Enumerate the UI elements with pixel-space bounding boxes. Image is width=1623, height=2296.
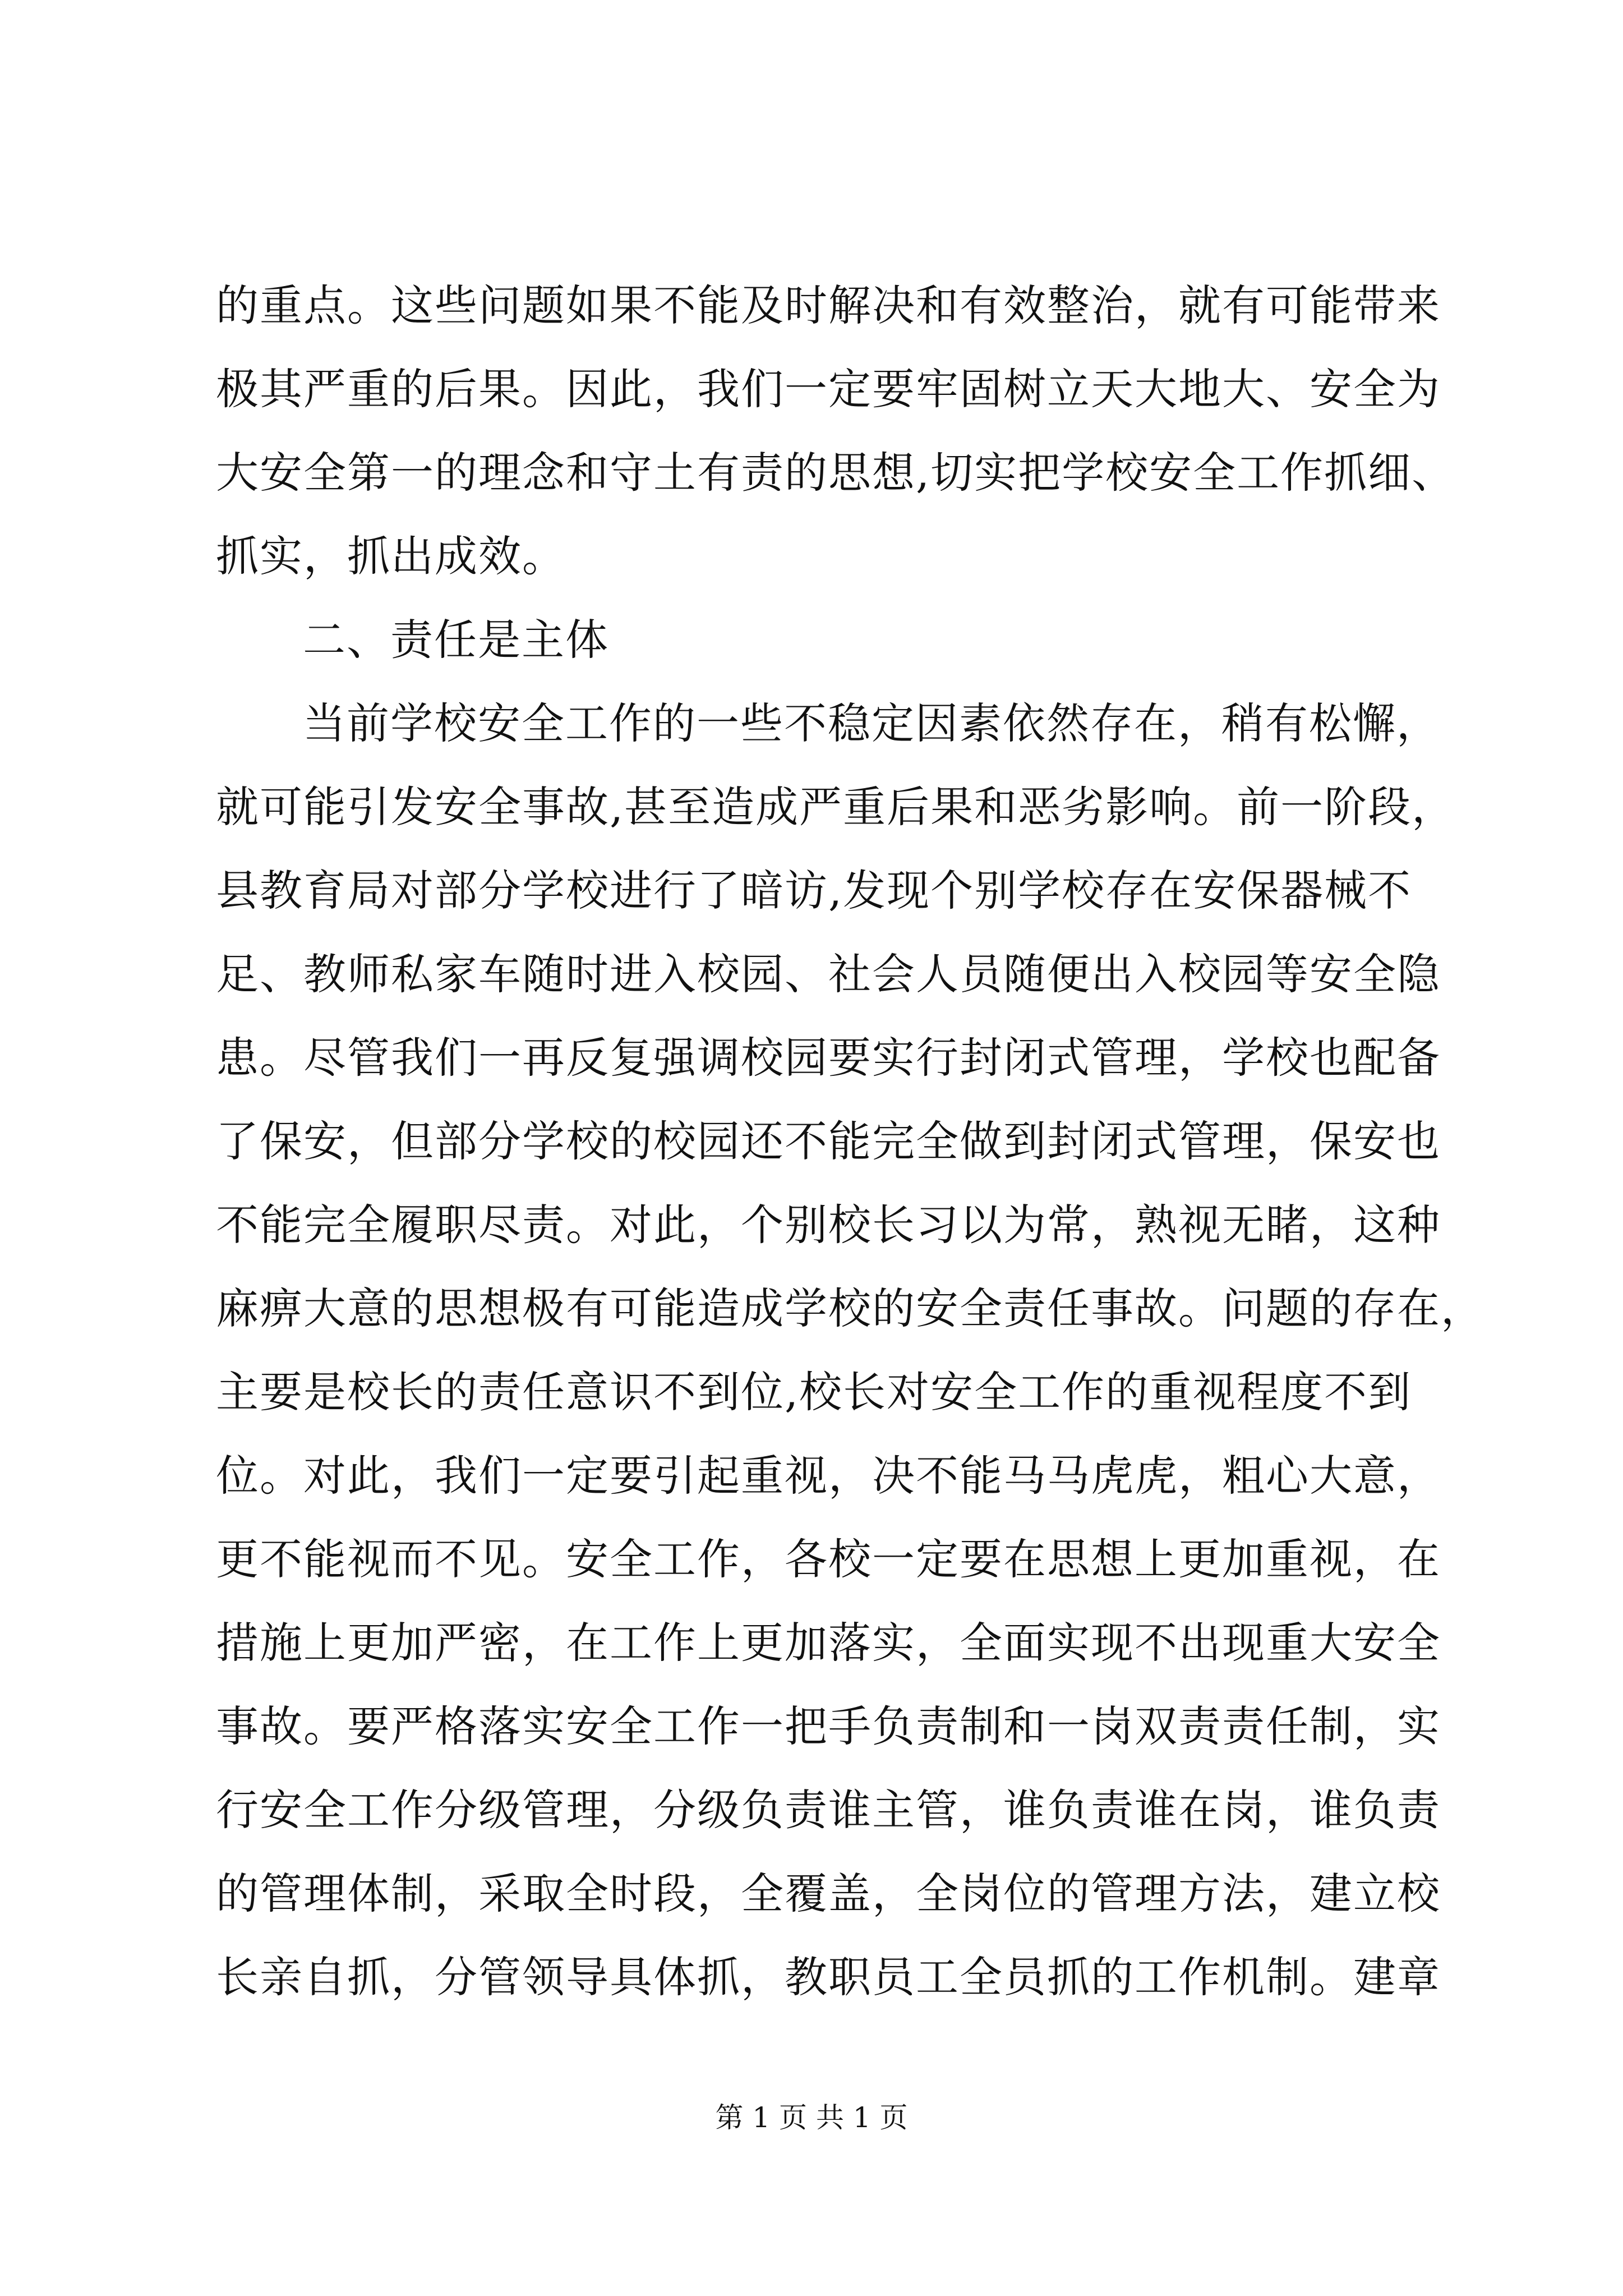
text-line: 长亲自抓，分管领导具体抓，教职员工全员抓的工作机制。建章	[216, 1952, 1441, 2002]
text-line: 位。对此，我们一定要引起重视，决不能马马虎虎，粗心大意，	[216, 1451, 1441, 1501]
text-line: 足、教师私家车随时进入校园、社会人员随便出入校园等安全隐	[216, 949, 1441, 999]
text-line: 当前学校安全工作的一些不稳定因素依然存在，稍有松懈，	[303, 698, 1440, 748]
page-footer: 第 1 页 共 1 页	[715, 2101, 908, 2134]
text-line: 行安全工作分级管理，分级负责谁主管，谁负责谁在岗，谁负责	[216, 1785, 1441, 1835]
text-line: 了保安，但部分学校的校园还不能完全做到封闭式管理，保安也	[216, 1116, 1441, 1166]
text-line: 主要是校长的责任意识不到位,校长对安全工作的重视程度不到	[216, 1367, 1412, 1417]
text-line: 极其严重的后果。因此，我们一定要牢固树立天大地大、安全为	[216, 364, 1441, 414]
text-line: 抓实，抓出成效。	[216, 531, 566, 581]
text-line: 的重点。这些问题如果不能及时解决和有效整治，就有可能带来	[216, 280, 1441, 330]
section-heading: 二、责任是主体	[303, 615, 609, 665]
body-text	[216, 264, 1484, 2019]
text-line: 患。尽管我们一再反复强调校园要实行封闭式管理，学校也配备	[216, 1033, 1441, 1083]
text-line: 麻痹大意的思想极有可能造成学校的安全责任事故。问题的存在，	[216, 1283, 1484, 1333]
text-line: 措施上更加严密，在工作上更加落实，全面实现不出现重大安全	[216, 1618, 1441, 1668]
text-line: 的管理体制，采取全时段，全覆盖，全岗位的管理方法，建立校	[216, 1869, 1441, 1918]
text-line: 更不能视而不见。安全工作，各校一定要在思想上更加重视，在	[216, 1534, 1441, 1584]
text-line: 县教育局对部分学校进行了暗访,发现个别学校存在安保器械不	[216, 866, 1412, 915]
text-line: 不能完全履职尽责。对此，个别校长习以为常，熟视无睹，这种	[216, 1200, 1441, 1250]
text-line: 事故。要严格落实安全工作一把手负责制和一岗双责责任制，实	[216, 1701, 1441, 1751]
text-line: 大安全第一的理念和守土有责的思想,切实把学校安全工作抓细、	[216, 448, 1456, 498]
text-line: 就可能引发安全事故,甚至造成严重后果和恶劣影响。前一阶段，	[216, 782, 1456, 832]
